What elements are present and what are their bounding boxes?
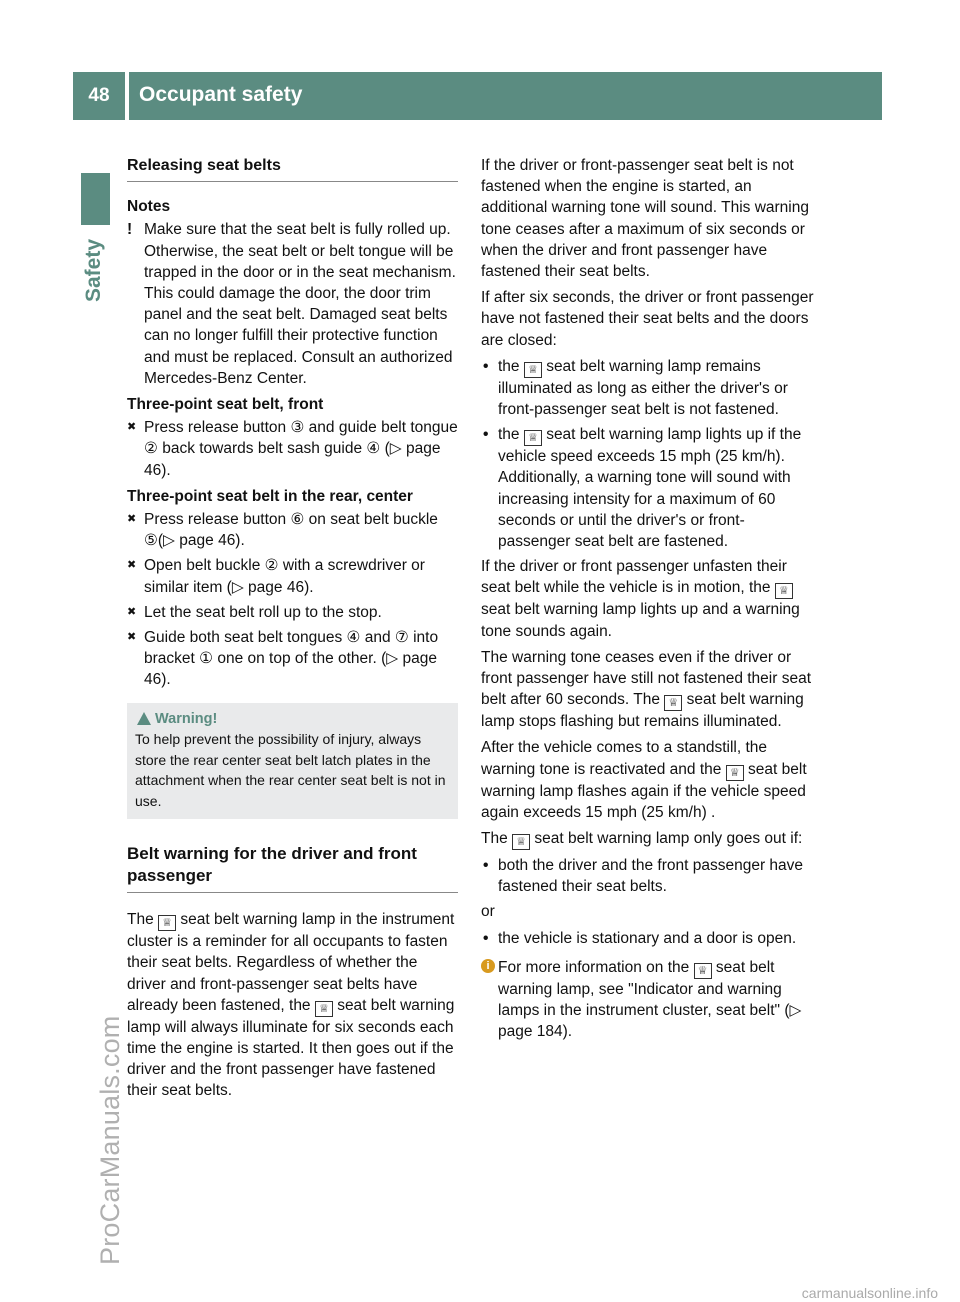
page-number: 48 [73,72,125,120]
subsection-front: Three-point seat belt, front [127,396,324,414]
belt-paragraph: The ♕ seat belt warning lamp in the instrument cluster is a reminder for all occupants to fasten their seat belts. Regardless of whether the driver and front-passenger seat belts have already been fastened, the ♕ seat belt warning lamp will always illuminate for six seconds each time the engine is started. It then goes out if the driver and the front passenger have fastened their seat belts. [127,911,455,1100]
or-text: or [481,903,495,921]
section-title-releasing: Releasing seat belts [127,155,458,182]
seatbelt-lamp-icon: ♕ [775,583,793,599]
paragraph: If the driver or front passenger unfasten their seat belt while the vehicle is in motion, the ♕ seat belt warning lamp lights up and a warning tone sounds again. [481,558,800,640]
warning-triangle-icon [137,712,151,725]
step-item: ✖ Let the seat belt roll up to the stop. [127,602,458,623]
side-tab-marker [81,173,110,225]
step-item: ✖ Press release button ⑥ on seat belt buckle ⑤(▷ page 46). [127,509,458,551]
bullet-item: • the ♕ seat belt warning lamp lights up if the vehicle speed exceeds 15 mph (25 km/h). Additionally, a warning tone will sound with increasing intensity for a maximum of 60 seconds or until the driver's or front-passenger seat belt are fastened. [481,424,814,552]
seatbelt-lamp-icon: ♕ [524,362,542,378]
watermark: ProCarManuals.com [95,1015,125,1265]
bullet-item: • the ♕ seat belt warning lamp remains illuminated as long as either the driver's or front-passenger seat belt is not fastened. [481,356,814,420]
section-title-belt-warning: Belt warning for the driver and front passenger [127,843,458,893]
note-item [127,219,458,389]
notes-label: Notes [127,198,171,216]
exclamation-icon: ! [127,221,133,239]
note-text: Make sure that the seat belt is fully rolled up. Otherwise, the seat belt or belt tongue will be trapped in the door or in the seat mechanism. This could damage the door, the door trim panel and the seat belt. Damaged seat belts can no longer fulfill their protective function and must be replaced. Consult an authorized Mercedes-Benz Center. [144,221,456,387]
seatbelt-lamp-icon: ♕ [512,834,530,850]
paragraph: After the vehicle comes to a standstill, the warning tone is reactivated and the ♕ seat belt warning lamp flashes again if the vehicle speed again exceeds 15 mph (25 km/h) . [481,739,807,821]
seatbelt-lamp-icon: ♕ [694,963,712,979]
paragraph: The warning tone ceases even if the driver or front passenger have still not fastened their seat belt after 60 seconds. The ♕ seat belt warning lamp stops flashing but remains illuminated. [481,648,812,731]
warning-box [127,703,458,820]
step-item: ✖ Press release button ③ and guide belt tongue ② back towards belt sash guide ④ (▷ page 46). [127,417,458,481]
side-section-label: Safety [82,238,105,302]
bullet-item: • both the driver and the front passenger have fastened their seat belts. [481,855,814,897]
page-title: Occupant safety [129,72,882,120]
step-item: ✖ Guide both seat belt tongues ④ and ⑦ into bracket ① one on top of the other. (▷ page 46). [127,627,458,691]
seatbelt-lamp-icon: ♕ [158,915,176,931]
info-note: i For more information on the ♕ seat belt warning lamp, see "Indicator and warning lamps in the instrument cluster, seat belt" (▷ page 184). [481,957,814,1043]
left-column [127,155,458,1107]
step-item: ✖ Open belt buckle ② with a screwdriver or similar item (▷ page 46). [127,555,458,597]
paragraph: If the driver or front-passenger seat belt is not fastened when the engine is started, an additional warning tone will sound. This warning tone ceases after a maximum of six seconds or when the driver and front passenger have fastened their seat belts. [481,157,809,281]
info-icon: i [481,959,495,973]
seatbelt-lamp-icon: ♕ [726,765,744,781]
seatbelt-lamp-icon: ♕ [524,430,542,446]
seatbelt-lamp-icon: ♕ [315,1001,333,1017]
seatbelt-lamp-icon: ♕ [664,695,682,711]
subsection-rear: Three-point seat belt in the rear, center [127,487,413,505]
paragraph: The ♕ seat belt warning lamp only goes out if: [481,830,803,849]
bullet-item: • the vehicle is stationary and a door is open. [481,928,814,949]
footer-watermark: carmanualsonline.info [801,1285,938,1301]
paragraph: If after six seconds, the driver or front passenger have not fastened their seat belts and the doors are closed: [481,289,814,349]
warning-text: To help prevent the possibility of injury, always store the rear center seat belt latch plates in the attachment when the rear center seat belt is not in use. [135,731,446,809]
warning-heading: Warning! [135,709,450,730]
right-column [481,155,814,1047]
